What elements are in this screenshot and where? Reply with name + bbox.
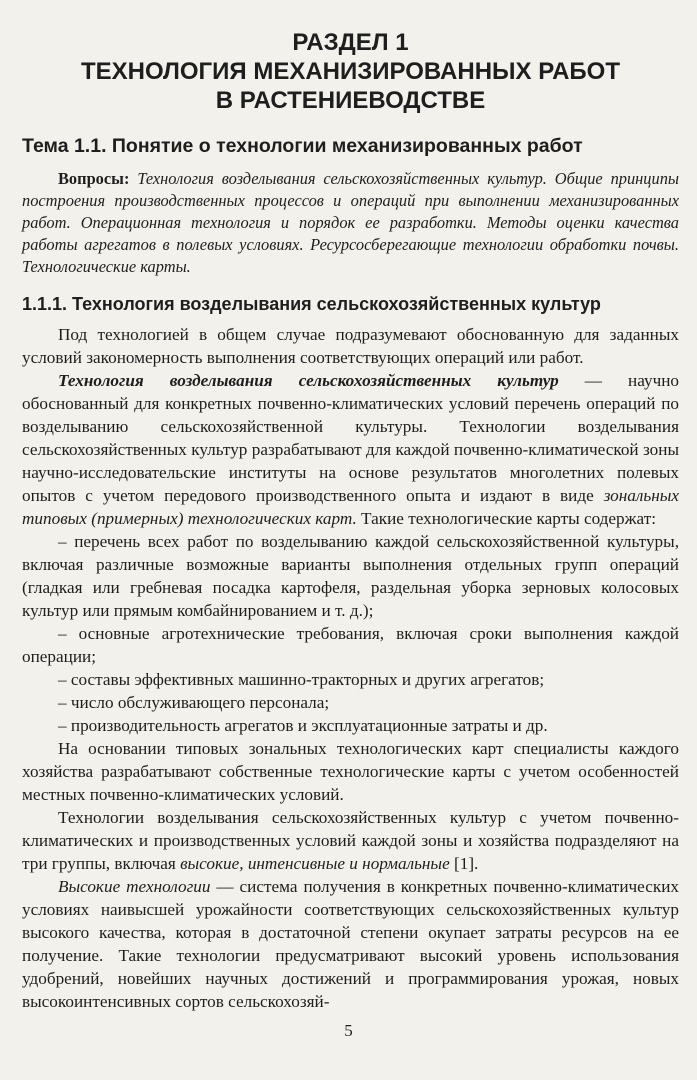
paragraph-1: Под технологией в общем случае подразумевают обоснованную для заданных условий закономерность выполнения соответствующих операций или работ.	[22, 325, 679, 367]
paragraph-5-term: Высокие технологии	[58, 877, 211, 896]
paragraph-5	[22, 875, 679, 1013]
paragraph-2-text: — научно обоснованный для конкретных почвенно-климатических условий перечень операций по возделыванию сельскохозяйственной культуры. Технологии возделывания сельскохозяйственных культур разрабатывают для каждой почвенно-климатической зоны научно-исследовательские институты на основе результатов многолетних полевых опытов с учетом передового производственного опыта и издают в виде	[22, 371, 680, 505]
paragraph-3: На основании типовых зональных технологических карт специалисты каждого хозяйства разрабатывают собственные технологические карты с учетом особенностей местных почвенно-климатических условий.	[22, 739, 679, 804]
list-item-1: – перечень всех работ по возделыванию каждой сельскохозяйственной культуры, включая различные возможные варианты выполнения отдельных групп операций (гладкая или гребневая посадка картофеля, раздельная уборка зерновых колосовых культур или прямым комбайнированием и т. д.);	[22, 532, 679, 620]
questions-text: Технология возделывания сельскохозяйственных культур. Общие принципы построения производственных процессов и операций при выполнении механизированных работ. Операционная технология и порядок ее разработки. Методы оценки качества работы агрегатов в полевых условиях. Ресурсосберегающие технологии обработки почвы. Технологические карты.	[22, 169, 679, 276]
paragraph-2	[22, 369, 679, 530]
term-definition: Технология возделывания сельскохозяйственных культур	[58, 371, 559, 390]
subsection-heading: 1.1.1. Технология возделывания сельскохозяйственных культур	[22, 294, 601, 314]
topic-heading: Тема 1.1. Понятие о технологии механизированных работ	[22, 135, 583, 157]
section-title-line-2: В РАСТЕНИЕВОДСТВЕ	[215, 87, 486, 114]
questions-paragraph	[22, 168, 679, 278]
paragraph-2-end: Такие технологические карты содержат:	[356, 509, 656, 528]
paragraph-4-italic: высокие, интенсивные и нормальные	[180, 854, 450, 873]
list-item-2: – основные агротехнические требования, включая сроки выполнения каждой операции;	[22, 624, 679, 666]
section-title-line-1: ТЕХНОЛОГИЯ МЕХАНИЗИРОВАННЫХ РАБОТ	[80, 58, 621, 85]
paragraph-5-text: — система получения в конкретных почвенно-климатических условиях наивысшей урожайности соответствующих сельскохозяйственных культур высокого качества, которая в достаточной степени окупает затраты ресурсов на ее получение. Такие технологии предусматривают высокий уровень использования удобрений, новейших научных достижений и программирования урожая, новых высокоинтенсивных сортов сельскохозяй-	[22, 877, 679, 1011]
paragraph-4-text: Технологии возделывания сельскохозяйственных культур с учетом почвенно-климатических и производственных условий каждой зоны и хозяйства подразделяют на три группы, включая	[22, 808, 679, 873]
questions-label: Вопросы:	[58, 169, 130, 188]
section-number: РАЗДЕЛ 1	[292, 29, 409, 56]
section-heading	[22, 28, 679, 115]
page-number: 5	[344, 1021, 353, 1040]
paragraph-4-end: [1].	[449, 854, 479, 873]
list-item-5: – производительность агрегатов и эксплуатационные затраты и др.	[58, 716, 548, 735]
paragraph-4	[22, 806, 679, 875]
paragraph-2-italic: зональных типовых (примерных) технологических карт.	[22, 486, 679, 528]
list-item-3: – составы эффективных машинно-тракторных и других агрегатов;	[58, 670, 545, 689]
list-item-4: – число обслуживающего персонала;	[58, 693, 330, 712]
